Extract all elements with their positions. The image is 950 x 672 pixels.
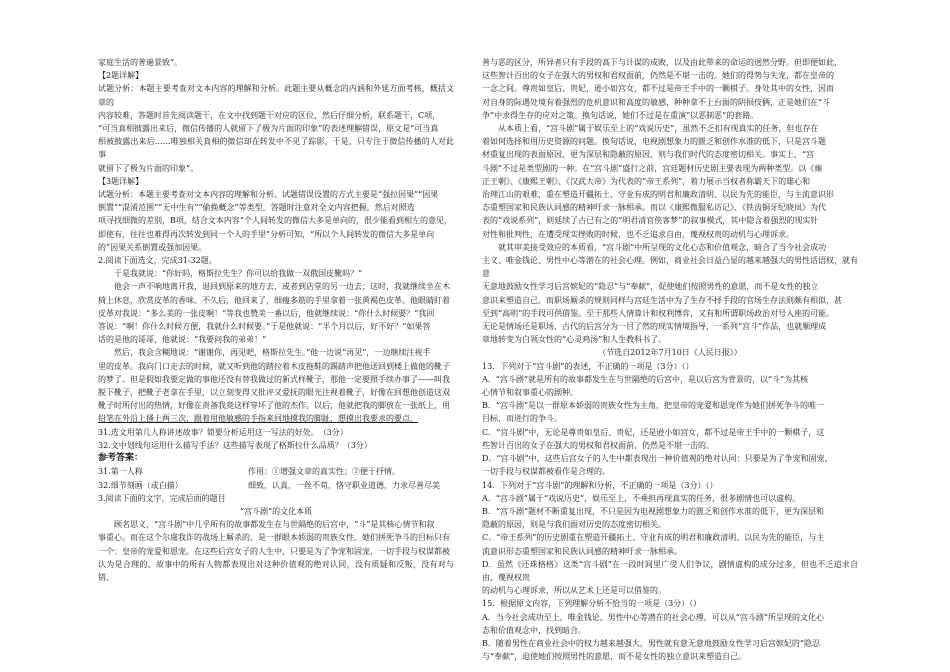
text-line: 态重塑国家和民族认同感的精神吁求一脉相承。而以《康熙微服私访记》、《铁齿铜牙纪晓岚》为代 [482, 203, 826, 213]
text-line: 一切手段与权谋都被看作是合理的。 [482, 467, 610, 477]
text-line: 话的是他的哥哥，他就说：“我要问我的弟弟！” [98, 335, 267, 345]
text-line: 些智计百出的女子在强大的男权和君权面前，仍然是不堪一击的。 [482, 440, 714, 450]
text-line: B．“宫斗剧”题材不断重复出现，不只是因为电视剧想象力的匮乏和创作水准的低下，更为深层和 [482, 506, 825, 516]
answer-content: 细致，认真，一丝不苟，恪守职业道德，力求尽善尽美 [248, 480, 440, 490]
text-line: 的动机与心理诉求，所以从艺术上还是可以借鉴的。 [482, 586, 666, 596]
centered-line: “宫斗剧”的文化本质 [239, 506, 313, 516]
text-line: 一个：皇帝的宠爱和恩宠。在这些后宫女子的人生中，只要是为了争宠和固宠，一切手段与权谋都被 [98, 546, 450, 556]
text-line: 这些智计百出的女子在强大的男权和君权面前，仍然是不堪一击的。她们的得势与失宠，都在皇帝的 [482, 71, 834, 81]
text-line: 的梦了。但是假如我要定做的事他还没有替我做过的新式样靴子，那他一定要照手续办事了——叫我 [98, 374, 450, 384]
text-line: 对性和批判性，在遭受现实挫败的时候，也不乏追求自由、蔑视权贵的动机与心理诉求。 [482, 229, 794, 239]
text-line: 的”因果关系倒置或强加因果。 [98, 242, 207, 252]
paragraph-start: 然后，我会含糊地说：“谢谢你，再见吧，格斯拉先生。”他一边说“再见”，一边继续注视手 [114, 348, 431, 358]
text-line: 对自身的际遇处境有着强烈的危机意识和高度的敏感，种种拿不上台面的阴损伎俩，正是她们在“斗 [482, 97, 831, 107]
text-line: 正王朝》、《康熙王朝》、《汉武大帝》为代表的“帝王系列”，着力展示当权者称霸天下的雄心和 [482, 176, 811, 186]
text-line: “可当真相披露出来后，微信传播的人就留下了极为片面的印象”的表述理解错误，原文是“可当真 [98, 124, 439, 134]
centered-line: （节选自2012年7月10日《人民日报》） [598, 348, 742, 358]
answer-label: 31.第一人称 [98, 467, 143, 477]
text-line: A．“宫斗剧”属于“戏说历史”，娱乐至上，不乘担再现真实的任务，很多剧情也可以虚构。 [482, 493, 801, 503]
text-line: 主义、唯金钱论、男性中心等潜在的社会心理。例如，商业社会日益凸显的越来越强大的男性话语权，就有意 [482, 256, 858, 279]
text-line: 脱下靴子，把靴子老拿在手里，以立刻变得又批评又爱抚的眼光注视着靴子，好像在回想他创造这双 [98, 388, 450, 398]
paragraph-start: 于是我就说：“你好吗，格斯拉先生？你可以给我做一双俄国皮靴吗？” [114, 269, 363, 279]
text-line: 认为是合理的。故事中的所有人物都表现出对这种价值观的绝对认同，没有质疑和反叛，没有对与错、 [98, 559, 454, 582]
passage-block [98, 492, 454, 584]
text-line: 试题分析：本题主要考查对文本内容的理解和分析。试题错误设置的方式主要是“强拉因果”“因果 [98, 190, 439, 200]
text-line: 与“奉献”，迫使她们按照男性的意愿，而不是女性的独立意识来塑造自己。 [482, 652, 747, 662]
text-line: 无意地鼓励女性学习后宫嫔妃的“隐忍”与“奉献”，促使她们按照男性的意愿，而不是女性的独立 [482, 282, 819, 292]
answer-heading: 参考答案： [98, 453, 144, 464]
text-line: 心情节和叙事重心的剧种。 [482, 388, 578, 398]
right-column [482, 56, 858, 663]
text-line: 内容较难，答题时首先阅读题干，在文中找到题干对应的区位，然后仔细分析，联系题干，C项， [98, 110, 441, 120]
text-line: A．当今社会成功至上，唯金钱论、男性中心等潜在的社会心理，可以从“宫斗剧”所呈现的文化心 [482, 612, 824, 622]
text-line: 3.阅读下面的文字，完成后面的题目 [98, 493, 226, 503]
text-line: B．随着男性在商业社会中的权力越来越强大，男性就有意无意地鼓励女性学习后宫嫔妃的“隐忍 [482, 638, 820, 648]
text-line: 【2题详解】 [98, 71, 144, 81]
paragraph-start: 从本质上看，“宫斗剧”属于娱乐至上的“戏说历史”，虽然不乏扣有现真实的任务，但也存在 [498, 124, 819, 134]
answer-row [98, 465, 454, 478]
text-line: 靴子时所付出的热情，好像在责备我竟这样穿坏了他的杰作。以后，他就把我的脚放在一张纸上，用 [98, 401, 450, 411]
answer-block [98, 465, 454, 491]
text-line: 无论是情场还是职场，古代的后宫分为一目了然的现实情境指导，一系列“宫斗”作品，也就顺理成 [482, 322, 827, 332]
paragraph-start: 就其审美接受效应的本质看，“宫斗剧”中所呈现的文化心态和价值观念，暗合了当今社会成功 [498, 242, 827, 252]
text-line: 善与恶的区分，所异者只有手段的高下与计谋的成败，以及由此带来的命运的迥然分野。但即便如此， [482, 58, 842, 67]
text-line: 答说：“啊！你什么时候方便，我就什么时候要。”于是他就说：“半个月以后，好不好？”如果答 [98, 322, 431, 332]
paragraph-start: 他会一声不响地离开我，退回到原来的地方去，或者到店堂的另一边去；这时，我就继续坐在木 [114, 282, 450, 292]
text-line: 表的“戏说系列”，则延续了古已有之的“明君清官侠客梦”的叙事模式，其中隐含着强烈的现实针 [482, 216, 819, 226]
text-line: 倒置”“混淆范围”“无中生有”“偷换概念”等类型，答题时注意对全文内容把握，然后对照选 [98, 203, 415, 213]
text-line: 【3题详解】 [98, 176, 144, 186]
text-line: C．“帝王系列”的历史剧重在塑造开疆拓土、守业有成的明君和廉政清明、以民为先的能臣，与主 [482, 533, 825, 543]
paragraph-start: 顾名思义，“宫斗剧”中几乎所有的故事都发生在与世隔绝的后宫中，“斗”是其核心情节和叙 [114, 520, 435, 530]
text-line: B．“宫斗剧”是以一群原本娇弱的贵族女性为主角，把皇帝的宠爱和恩宠作为她们拼死争斗的唯一 [482, 401, 825, 411]
text-line: 家庭生活的普遍景致”。 [98, 58, 183, 67]
text-line: 椅上休息，欣赏皮革的香味。不久后，他回来了，细瘦多筋的手里拿着一张黄褐色皮革。他眼睛盯着 [98, 295, 450, 305]
text-line: 皮革对我说：“多么美的一张皮啊！”等我也赞美一番以后，他就继续说：“你什么时候要？”我回 [98, 308, 435, 318]
text-line: 斗剧”不过是类型剧的一种。在“宫斗剧”盛行之前，宫廷题材历史剧主要表现为两种类型。以《雍 [482, 163, 823, 173]
left-column [98, 56, 454, 584]
text-line: 着如何选择和用历史资源的问题。换句话说，电视剧想象力的匮乏和创作水准的低下，只是宫斗题 [482, 137, 826, 147]
text-line: C．“宫斗剧”中，无论是尊贵如皇后、贵妃，还是逊小如宫女，都不过是帝王手中的一颗棋子，这 [482, 427, 825, 437]
answer-label: 32.细节刻画（或白描） [98, 480, 183, 490]
text-line: 14．下列对于“宫斗剧”的理解和分析，不正确的一项是（3分）（） [482, 480, 718, 490]
text-line: D．虽然《还珠格格》这类“宫斗剧”在一段时间里广受人们争议，剧情虚构的成分过多，但也不乏追求自由、蔑视权贵 [482, 559, 858, 582]
text-line: 意识来塑造自己。而职场厮杀的规则同样与宫廷生活中为了生存不择手段的官场生存法则颇有相似，甚 [482, 295, 842, 305]
text-line: 15．根据原文内容，下列理解分析不恰当的一项是（3分）（） [482, 599, 702, 609]
underlined-sentence: 铅笔在外沿上搔上两三次，跟着用他敏感的手指来回地摸我的脚趾，想摸出我要求的要点。 [98, 414, 418, 424]
answer-content: 作用：①增强文章的真实性；②便于抒情。 [248, 467, 400, 477]
answer-row [98, 479, 454, 492]
text-line: 流意识形态重塑国家和民族认同感的精神吁求一脉相承。 [482, 546, 682, 556]
text-line: 2.阅读下面选文，完成31-32题。 [98, 256, 217, 266]
text-line: 相被披露出来后……唯独相关真相的微信却在转发中不见了踪影，于是，只专注于微信传播的人对此事 [98, 137, 454, 160]
text-line: 试题分析：本题主要考查对文本内容的理解和分析。此题主要从概念的内涵和外延方面考核，概括文章的 [98, 84, 454, 107]
text-line: 就留下了极为片面的印象”。 [98, 163, 199, 173]
text-line: 态和价值观念中，找到暗合。 [482, 625, 586, 635]
left-text-block [98, 56, 454, 465]
text-line: 32.文中划线句运用什么描写手法？这些描写表现了格斯拉什么品质？（3分） [98, 440, 372, 450]
text-line: 13．下列对于“宫斗剧”的表述，不正确的一项是（3分）（） [482, 361, 694, 371]
text-line: 至到“高明”的手段可供借鉴。至于那些人情算计和权利博弈，又有和所谓职场政治对号入座的可能。 [482, 308, 835, 318]
text-line: 项寻找细微的差别，B项，结合文本内容“个人间转发的微信大多是单向的，很少能看到相左的意见， [98, 216, 452, 226]
text-line: D．“宫斗剧”中，这些后宫女子的人生中都表现出一种价值观的绝对认同：只要是为了争宠和固宠， [482, 454, 833, 464]
text-line: 一念之间。尊贵如皇后、贵妃，逊小如宫女，都不过是帝王手中的一颗棋子。身处其中的女性，因而 [482, 84, 834, 94]
text-line: A．“宫斗剧”就是所有的故事都发生在与世隔绝的后宫中，是以后宫为背景的，以“斗”为其核 [482, 374, 809, 384]
text-line: 里的皮革。我向门口走去的时候，就又听到他的踏拉着木皮拖鞋的踢踏声把他送回到楼上做他的靴子 [98, 361, 450, 371]
text-line: 治理江山的艰难，重在塑造开疆拓土、守业有成的明君和廉政清明、以民为先的能臣，与主流意识形 [482, 190, 834, 200]
text-line: 事重心。而在这个尔虞我诈的战场上厮杀的，是一群眼本娇弱的贵族女性。她们拼死争斗的目标只有 [98, 533, 450, 543]
text-line: 即使有，往往也难得再次转发到同一个人的手里”分析可知，“所以个人间转发的微信大多是单向 [98, 229, 435, 239]
text-line: 隐蔽的原因，则是与我们面对历史的态度密切相关。 [482, 520, 666, 530]
text-line: 章地转变为白领女性的“心灵鸡汤”和人生教科书了。 [482, 335, 667, 345]
text-line: 目标，而进行的争斗。 [482, 414, 562, 424]
text-line: 材重复出现的表面原因，更为深层和隐蔽的原因，则与我们时代的态度密切相关。事实上，“宫 [482, 150, 815, 160]
text-line: 31.选文用第几人称讲述故事？简要分析运用这一写法的好处。 （3分） [98, 427, 348, 437]
text-line: 争”中求得生存的应对之策。换句话说，她们不过是在重演“以恶制恶”的套路。 [482, 110, 759, 120]
